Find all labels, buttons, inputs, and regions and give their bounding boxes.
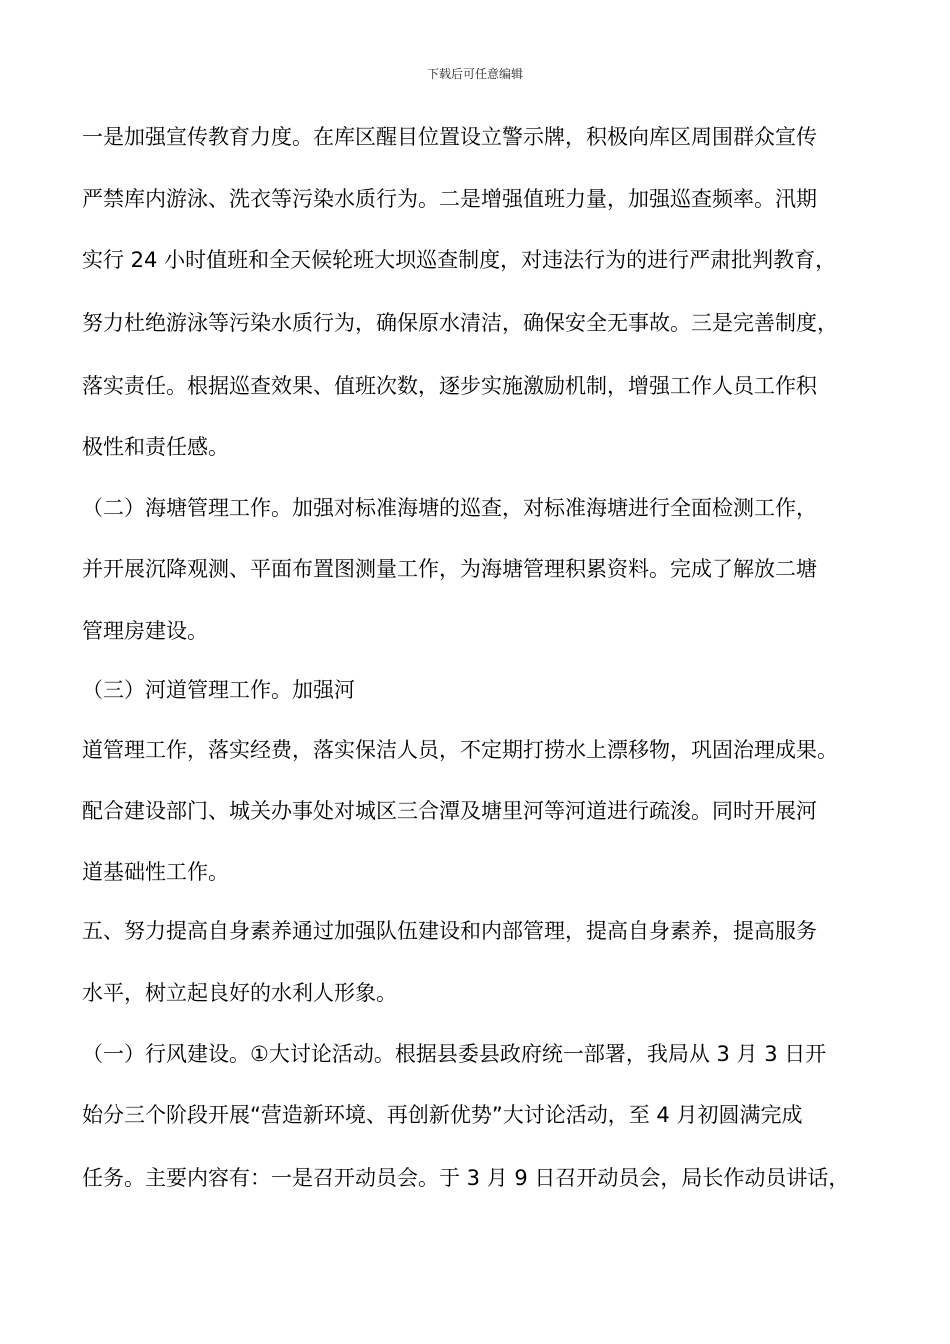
text-line: 五、努力提高自身素养通过加强队伍建设和内部管理，提高自身素养，提高服务 xyxy=(82,919,817,943)
text-line: 实行 24 小时值班和全天候轮班大坝巡查制度，对违法行为的进行严肃批判教育， xyxy=(82,248,837,272)
text-line: （二）海塘管理工作。加强对标准海塘的巡查，对标准海塘进行全面检测工作， xyxy=(82,496,817,520)
text-line: （三）河道管理工作。加强河 xyxy=(82,678,355,702)
text-line: 极性和责任感。 xyxy=(82,435,229,459)
text-line: 水平，树立起良好的水利人形象。 xyxy=(82,981,397,1005)
text-line: 一是加强宣传教育力度。在库区醒目位置设立警示牌，积极向库区周围群众宣传 xyxy=(82,125,817,149)
page-header: 下载后可任意编辑 xyxy=(426,67,523,81)
text-line: （一）行风建设。①大讨论活动。根据县委县政府统一部署，我局从 3 月 3 日开 xyxy=(82,1042,827,1066)
text-line: 配合建设部门、城关办事处对城区三合潭及塘里河等河道进行疏浚。同时开展河 xyxy=(82,799,817,823)
text-line: 管理房建设。 xyxy=(82,619,208,643)
text-line: 道管理工作，落实经费，落实保洁人员，不定期打捞水上漂移物，巩固治理成果。 xyxy=(82,738,838,762)
text-line: 落实责任。根据巡查效果、值班次数，逐步实施激励机制，增强工作人员工作积 xyxy=(82,374,817,398)
text-line: 任务。主要内容有：一是召开动员会。于 3 月 9 日召开动员会，局长作动员讲话， xyxy=(82,1166,850,1190)
text-line: 始分三个阶段开展“营造新环境、再创新优势”大讨论活动，至 4 月初圆满完成 xyxy=(82,1103,803,1127)
text-line: 并开展沉降观测、平面布置图测量工作，为海塘管理积累资料。完成了解放二塘 xyxy=(82,557,817,581)
text-line: 努力杜绝游泳等污染水质行为，确保原水清洁，确保安全无事故。三是完善制度， xyxy=(82,311,838,335)
text-line: 道基础性工作。 xyxy=(82,860,229,884)
text-line: 严禁库内游泳、洗衣等污染水质行为。二是增强值班力量，加强巡查频率。汛期 xyxy=(82,187,817,211)
